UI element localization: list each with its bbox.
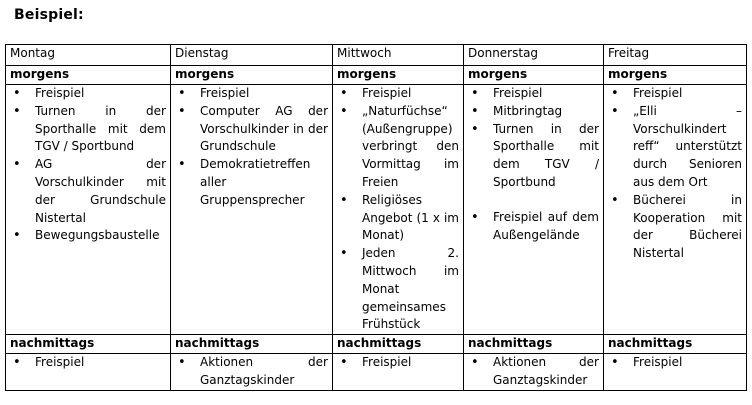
weekly-schedule-table <box>5 44 747 391</box>
day-header-friday: Freitag <box>604 45 747 66</box>
activity-item: • Freispiel auf dem Außengelände <box>468 209 599 245</box>
day-header-monday: Montag <box>6 45 171 66</box>
activity-item: • Freispiel <box>608 354 742 372</box>
activity-item: • Demokratietreffen aller Gruppensprecher <box>175 156 328 209</box>
morning-cell-friday <box>604 85 747 335</box>
activity-item: • Bücherei in Kooperation mit der Bücherei Nistertal <box>608 192 742 263</box>
morning-label: morgens <box>604 66 747 85</box>
activity-list <box>608 354 742 372</box>
activity-item: • Freispiel <box>468 85 599 103</box>
afternoon-label: nachmittags <box>171 335 333 354</box>
morning-label: morgens <box>171 66 333 85</box>
activity-list <box>10 354 166 372</box>
activity-item: • Freispiel <box>337 85 459 103</box>
activity-item: • Aktionen der Ganztagskinder <box>175 354 328 390</box>
activity-list <box>337 354 459 372</box>
morning-label: morgens <box>464 66 604 85</box>
afternoon-cell-friday <box>604 354 747 391</box>
morning-content-row <box>6 85 747 335</box>
activity-list <box>337 85 459 334</box>
day-header-row <box>6 45 747 66</box>
activity-item: • Freispiel <box>608 85 742 103</box>
activity-item: • Freispiel <box>10 85 166 103</box>
activity-item: • „Naturfüchse“ (Außengruppe) verbringt den Vormittag im Freien <box>337 103 459 192</box>
morning-label-row <box>6 66 747 85</box>
activity-list <box>468 85 599 244</box>
morning-label: morgens <box>333 66 464 85</box>
morning-cell-thursday <box>464 85 604 335</box>
activity-item: • Bewegungsbaustelle <box>10 227 166 245</box>
day-header-wednesday: Mittwoch <box>333 45 464 66</box>
activity-list <box>175 85 328 210</box>
afternoon-cell-tuesday <box>171 354 333 391</box>
activity-item: • Freispiel <box>337 354 459 372</box>
page-heading: Beispiel: <box>14 7 84 23</box>
afternoon-cell-monday <box>6 354 171 391</box>
activity-item: • Jeden 2. Mittwoch im Monat gemeinsames Frühstück <box>337 245 459 334</box>
morning-cell-wednesday <box>333 85 464 335</box>
activity-list <box>10 85 166 245</box>
activity-list <box>175 354 328 390</box>
morning-label: morgens <box>6 66 171 85</box>
activity-item: • Computer AG der Vorschulkinder in der Grundschule <box>175 103 328 156</box>
afternoon-label: nachmittags <box>464 335 604 354</box>
day-header-thursday: Donnerstag <box>464 45 604 66</box>
activity-list <box>608 85 742 263</box>
activity-item: • Religiöses Angebot (1 x im Monat) <box>337 192 459 245</box>
afternoon-cell-thursday <box>464 354 604 391</box>
activity-item: • „Elli – Vorschulkindert reff“ unterstützt durch Senioren aus dem Ort <box>608 103 742 192</box>
activity-item: • Mitbringtag <box>468 103 599 121</box>
afternoon-cell-wednesday <box>333 354 464 391</box>
afternoon-content-row <box>6 354 747 391</box>
activity-item: • Aktionen der Ganztagskinder <box>468 354 599 390</box>
activity-item: • Turnen in der Sporthalle mit dem TGV / Sportbund <box>468 121 599 192</box>
activity-item: • Freispiel <box>175 85 328 103</box>
afternoon-label: nachmittags <box>6 335 171 354</box>
morning-cell-tuesday <box>171 85 333 335</box>
activity-item: • Turnen in der Sporthalle mit dem TGV / Sportbund <box>10 103 166 156</box>
activity-list <box>468 354 599 390</box>
activity-item: • AG der Vorschulkinder mit der Grundschule Nistertal <box>10 156 166 227</box>
afternoon-label-row <box>6 335 747 354</box>
activity-item: • Freispiel <box>10 354 166 372</box>
day-header-tuesday: Dienstag <box>171 45 333 66</box>
afternoon-label: nachmittags <box>604 335 747 354</box>
morning-cell-monday <box>6 85 171 335</box>
afternoon-label: nachmittags <box>333 335 464 354</box>
